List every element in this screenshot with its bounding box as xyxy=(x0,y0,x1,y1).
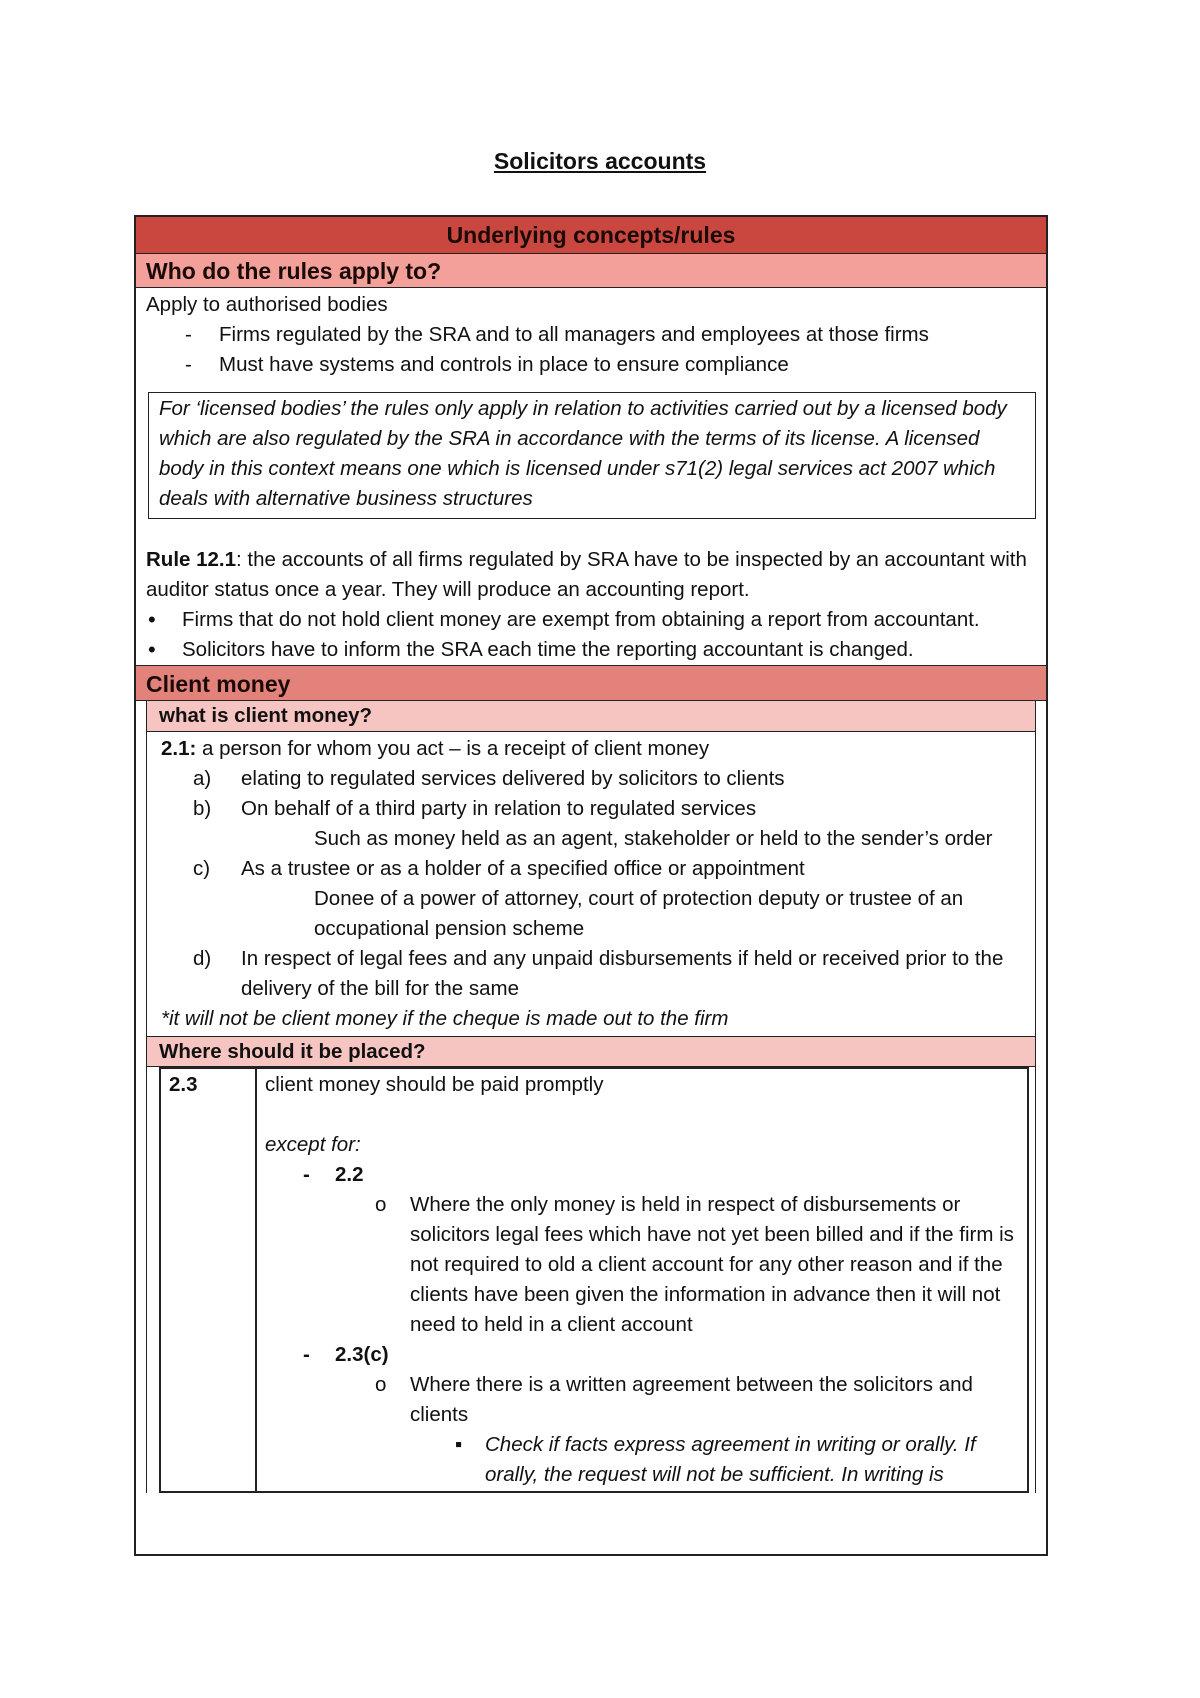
section-who-body xyxy=(136,288,1046,380)
content-table xyxy=(134,215,1048,1556)
page-title: Solicitors accounts xyxy=(493,148,707,174)
list-item: c) As a trustee or as a holder of a specified office or appointment xyxy=(193,857,805,880)
list-item: a) elating to regulated services delivered by solicitors to clients xyxy=(193,767,785,790)
list-item: b) On behalf of a third party in relation to regulated services xyxy=(193,797,757,820)
bullet-item: • Firms that do not hold client money are exempt from obtaining a report from accountant. xyxy=(146,605,1036,635)
rule-label: Rule 12.1 xyxy=(146,548,237,571)
rule-label: 2.1: xyxy=(161,737,197,760)
list-item-detail: Such as money held as an agent, stakeholder or held to the sender’s order xyxy=(314,827,993,850)
bullet-list xyxy=(146,605,1036,665)
intro-text: Apply to authorised bodies xyxy=(146,293,388,316)
rule-number-cell: 2.3 xyxy=(160,1068,256,1492)
licensed-bodies-note: For ‘licensed bodies’ the rules only apply in relation to activities carried out by a licensed body which are also regulated by the SRA in accordance with the terms of its license. A licensed body in this context means one which is licensed under s71(2) legal services act 2007 which deals with alternative business structures xyxy=(148,392,1036,519)
client-money-definition xyxy=(147,732,1035,1036)
table-row xyxy=(160,1068,1028,1492)
subheading-what-is-client-money: what is client money? xyxy=(147,701,1035,732)
dash-item: - Must have systems and controls in place to ensure compliance xyxy=(146,350,1036,380)
dash-list xyxy=(146,320,1036,380)
cheque-note: *it will not be client money if the cheque is made out to the firm xyxy=(161,1007,729,1030)
rule-text: : the accounts of all firms regulated by SRA have to be inspected by an accountant with auditor status once a year. They will produce an accounting report. xyxy=(146,548,1027,601)
rule-12-1 xyxy=(136,519,1046,665)
rule-text: a person for whom you act – is a receipt of client money xyxy=(196,737,710,760)
section-heading-who: Who do the rules apply to? xyxy=(136,254,1046,288)
exception-label: - 2.2 xyxy=(265,1160,1019,1190)
rule-detail-cell: client money should be paid promptly except for: - 2.2 o Where the only money is held in respect of disbursements or solicitors legal fees which have not yet been billed and if the firm is not required to old a client account for any other reason and if the clients have been given the information in advance then it will not need to held in a client account - 2.3(c) o Where there is a written agreement between the solicitors and clients ▪ Check if facts express agreement in writing or orally. If orally, the request will not be sufficient. In writing is xyxy=(256,1068,1028,1492)
bullet-item: • Solicitors have to inform the SRA each time the reporting accountant is changed. xyxy=(146,635,1036,665)
main-header: Underlying concepts/rules xyxy=(136,217,1046,254)
list-item-detail: Donee of a power of attorney, court of protection deputy or trustee of an occupational pension scheme xyxy=(314,887,964,940)
exception-label: - 2.3(c) xyxy=(265,1340,1019,1370)
list-item: d) In respect of legal fees and any unpaid disbursements if held or received prior to the delivery of the bill for the same xyxy=(193,947,1004,1000)
subheading-where-placed: Where should it be placed? xyxy=(147,1036,1035,1067)
client-money-inner xyxy=(146,701,1036,1493)
exception-subpoint: ▪ Check if facts express agreement in writing or orally. If orally, the request will not be sufficient. In writing is xyxy=(265,1430,1019,1490)
placement-table xyxy=(159,1067,1029,1493)
exception-text: o Where the only money is held in respect of disbursements or solicitors legal fees which have not yet been billed and if the firm is not required to old a client account for any other reason and if the clients have been given the information in advance then it will not need to held in a client account xyxy=(265,1190,1019,1340)
exception-text: o Where there is a written agreement between the solicitors and clients xyxy=(265,1370,1019,1430)
dash-item: - Firms regulated by the SRA and to all managers and employees at those firms xyxy=(146,320,1036,350)
section-heading-client-money: Client money xyxy=(136,665,1046,701)
